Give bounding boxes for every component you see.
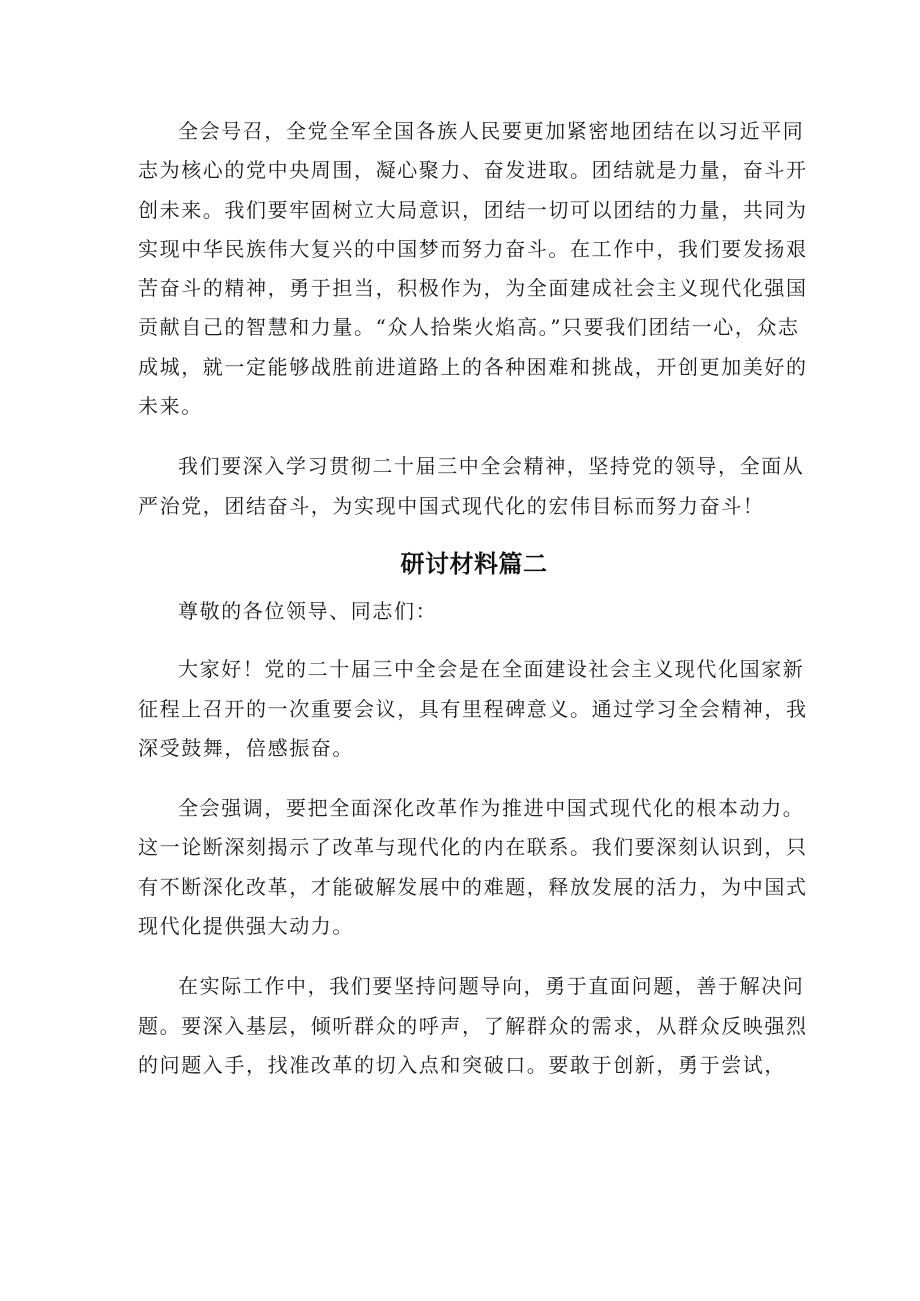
section-spacer bbox=[138, 584, 810, 592]
paragraph-reform: 全会强调，要把全面深化改革作为推进中国式现代化的根本动力。这一论断深刻揭示了改革与现代化的内在联系。我们要深刻认识到，只有不断深化改革，才能破解发展中的难题，释放发展的活力，为中国式现代化提供强大动力。 bbox=[138, 796, 808, 939]
paragraph-practice: 在实际工作中，我们要坚持问题导向，勇于直面问题，善于解决问题。要深入基层，倾听群众的呼声，了解群众的需求，从群众反映强烈的问题入手，找准改革的切入点和突破口。要敢于创新，勇于尝试， bbox=[138, 974, 808, 1077]
salutation: 尊敬的各位领导、同志们： bbox=[178, 598, 438, 623]
paragraph-spacer bbox=[138, 768, 810, 789]
paragraph-greeting: 大家好！党的二十届三中全会是在全面建设社会主义现代化国家新征程上召开的一次重要会议，具有里程碑意义。通过学习全会精神，我深受鼓舞，倍感振奋。 bbox=[138, 657, 808, 760]
document-body bbox=[138, 112, 810, 1085]
paragraph-study-spirit: 我们要深入学习贯彻二十届三中全会精神，坚持党的领导，全面从严治党，团结奋斗，为实现中国式现代化的宏伟目标而努力奋斗！ bbox=[138, 454, 805, 518]
paragraph-spacer bbox=[138, 631, 810, 650]
paragraph-unity-call: 全会号召，全党全军全国各族人民要更加紧密地团结在以习近平同志为核心的党中央周围，凝心聚力、奋发进取。团结就是力量，奋斗开创未来。我们要牢固树立大局意识，团结一切可以团结的力量，共同为实现中华民族伟大复兴的中国梦而努力奋斗。在工作中，我们要发扬艰苦奋斗的精神，勇于担当，积极作为，为全面建成社会主义现代化强国贡献自己的智慧和力量。“众人拾柴火焰高。”只要我们团结一心，众志成城，就一定能够战胜前进道路上的各种困难和挑战，开创更加美好的未来。 bbox=[138, 119, 808, 419]
paragraph-spacer bbox=[138, 426, 810, 447]
section-spacer bbox=[138, 526, 810, 544]
section-title: 研讨材料篇二 bbox=[400, 549, 548, 578]
paragraph-spacer bbox=[138, 946, 810, 967]
